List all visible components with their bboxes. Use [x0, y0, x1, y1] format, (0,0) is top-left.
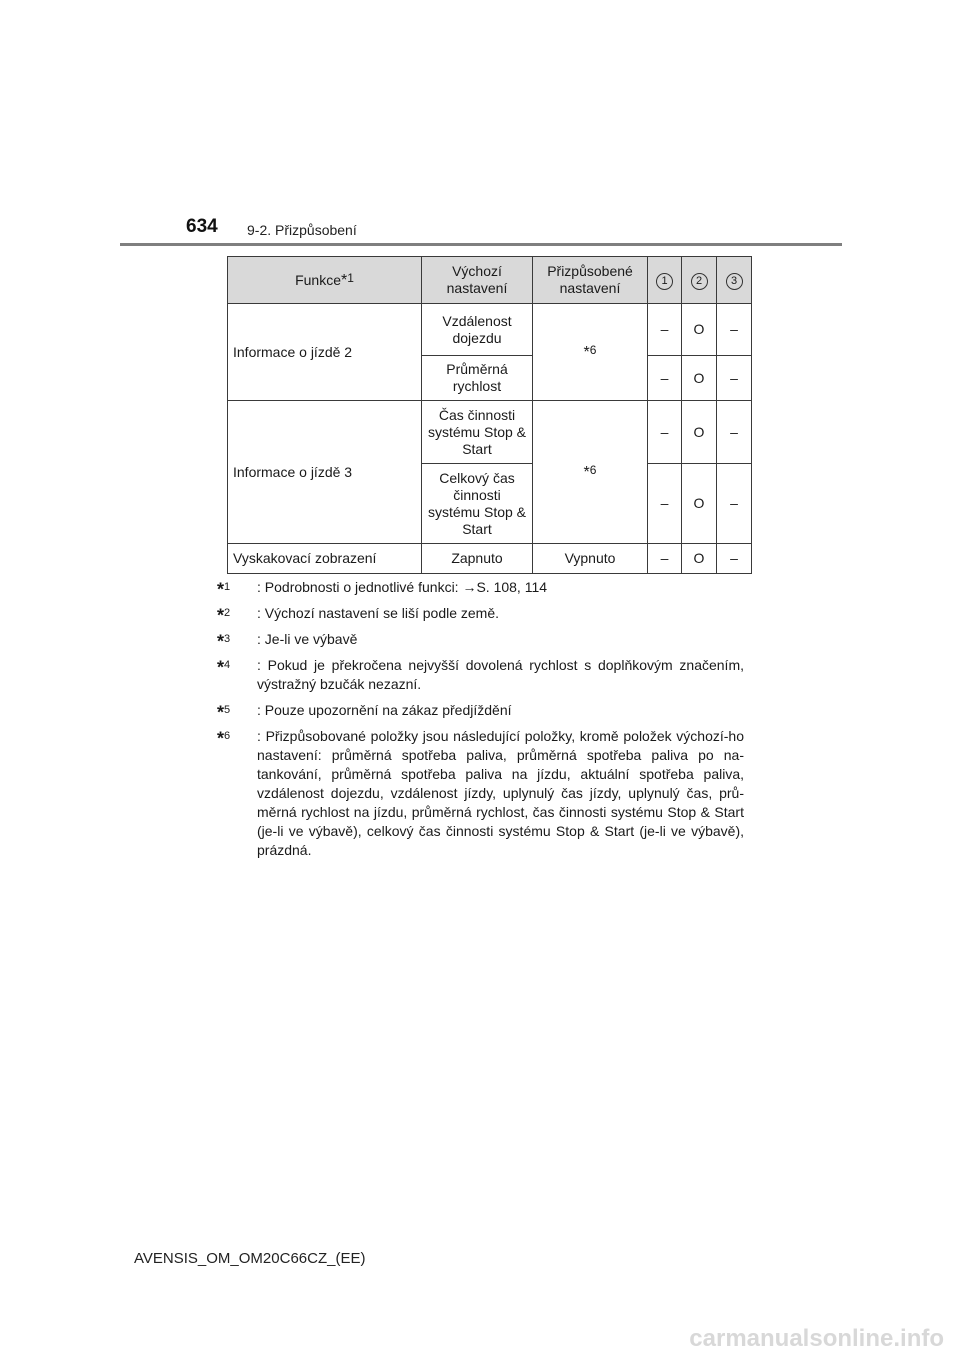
header-divider: [120, 243, 842, 246]
row-custom: *6: [533, 401, 648, 544]
row-function: Informace o jízdě 2: [228, 304, 422, 401]
row-mark-2: O: [682, 304, 717, 356]
row-mark-2: O: [682, 544, 717, 574]
footnote-2: *$^2$ : Výchozí nastavení se liší podle země.: [217, 605, 500, 626]
table-header-row: [228, 257, 752, 304]
section-title: 9-2. Přizpůsobení: [247, 222, 357, 238]
watermark: carmanualsonline.info: [689, 1325, 944, 1352]
row-mark-1: –: [648, 356, 682, 401]
row-default: Zapnuto: [422, 544, 533, 574]
row-default: Čas činnosti systému Stop & Start: [422, 401, 533, 464]
table-row: [228, 401, 752, 464]
header-function: Funkce*1: [228, 257, 422, 304]
footnote-1: *$^1$ : Podrobnosti o jednotlivé funkci: →S. 108, 114: [217, 579, 548, 600]
row-mark-3: –: [717, 464, 752, 544]
header-col-1: [648, 257, 682, 304]
footnote-star-icon: *: [217, 702, 225, 723]
header-col-2: [682, 257, 717, 304]
row-mark-1: –: [648, 464, 682, 544]
footnote-5: *$^5$ : Pouze upozornění na zákaz předjíždění: [217, 702, 512, 723]
row-mark-3: –: [717, 356, 752, 401]
footnote-star-icon: *: [217, 657, 225, 678]
row-default: Vzdálenost dojezdu: [422, 304, 533, 356]
circled-number-3-icon: 3: [726, 273, 743, 290]
row-mark-3: –: [717, 544, 752, 574]
header-col-3: [717, 257, 752, 304]
footnote-star-icon: *: [217, 728, 225, 749]
header-default: Výchozí nastavení: [422, 257, 533, 304]
footnotes: [217, 578, 744, 867]
row-default: Průměrná rychlost: [422, 356, 533, 401]
footnote-star-icon: *: [341, 271, 348, 289]
row-mark-1: –: [648, 544, 682, 574]
footnote-star-icon: *: [217, 631, 225, 652]
row-mark-2: O: [682, 401, 717, 464]
row-mark-3: –: [717, 304, 752, 356]
footnote-4: *$^4$ : Pokud je překročena nejvyšší dovolená rychlost s doplňkovým značením, výstražný bzučák nezazní.: [217, 657, 744, 692]
circled-number-2-icon: 2: [691, 273, 708, 290]
footnote-6: *$^6$ : Přizpůsobované položky jsou následující položky, kromě položek výchozí-ho nastavení: průměrná spotřeba paliva, průměrná spotřeba paliva po na-tankování, průměrná spotřeba paliva na jízdu, aktuální spotřeba paliva, vzdálenost dojezdu, vzdálenost jízdy, uplynulý čas jízdy, uplynulý čas, prů-měrná rychlost na jízdu, průměrná rychlost, čas činnosti systému Stop & Start (je-li ve výbavě), celkový čas činnosti systému Stop & Start (je-li ve výbavě), prázdná.: [217, 728, 744, 858]
row-function: Vyskakovací zobrazení: [228, 544, 422, 574]
footnote-3: *$^3$ : Je-li ve výbavě: [217, 631, 358, 652]
row-mark-1: –: [648, 304, 682, 356]
footnote-star-icon: *: [583, 343, 590, 361]
circled-number-1-icon: 1: [656, 273, 673, 290]
row-custom: *6: [533, 304, 648, 401]
row-mark-3: –: [717, 401, 752, 464]
settings-table: [227, 256, 752, 574]
footer-document-code: AVENSIS_OM_OM20C66CZ_(EE): [134, 1250, 366, 1267]
table-row: [228, 544, 752, 574]
row-mark-2: O: [682, 464, 717, 544]
row-mark-2: O: [682, 356, 717, 401]
table-row: [228, 304, 752, 356]
row-mark-1: –: [648, 401, 682, 464]
page-number: 634: [186, 216, 218, 237]
row-custom: Vypnuto: [533, 544, 648, 574]
footnote-star-icon: *: [217, 579, 225, 600]
row-default: Celkový čas činnosti systému Stop & Start: [422, 464, 533, 544]
footnote-star-icon: *: [583, 463, 590, 481]
header-custom: Přizpůsobené nastavení: [533, 257, 648, 304]
row-function: Informace o jízdě 3: [228, 401, 422, 544]
footnote-star-icon: *: [217, 605, 225, 626]
